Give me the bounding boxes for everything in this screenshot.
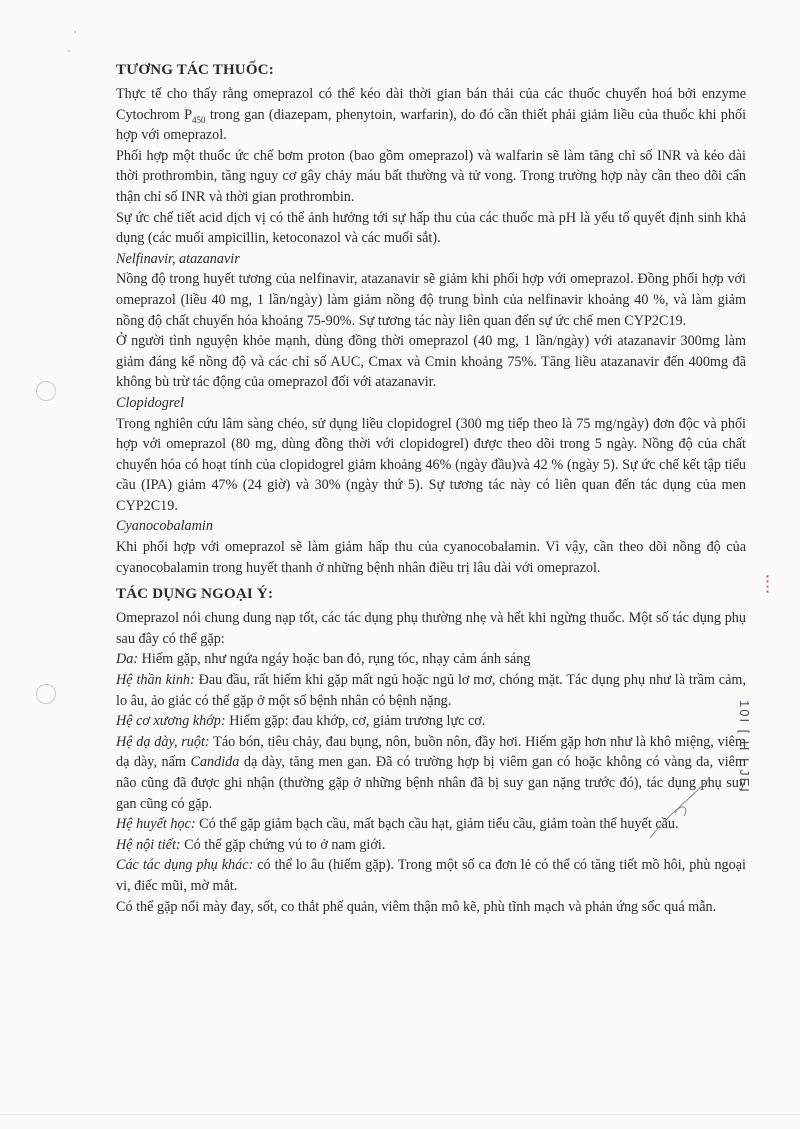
paragraph-musculoskeletal: Hệ cơ xương khớp: Hiếm gặp: đau khớp, cơ, giảm trương lực cơ. <box>116 713 486 730</box>
subheading-nelfinavir: Nelfinavir, atazanavir <box>116 250 240 267</box>
section-heading-adverse-effects: TÁC DỤNG NGOẠI Ý: <box>116 586 274 603</box>
paragraph-hematology: Hệ huyết học: Có thể gặp giảm bạch cầu, mất bạch cầu hạt, giảm tiểu cầu, giảm toàn thể huyết cầu. <box>116 816 679 833</box>
paragraph: Khi phối hợp với omeprazol sẽ làm giảm hấp thu của cyanocobalamin. Vì vậy, cần theo dõi nồng độ của cyanocobalamin trong huyết thanh ở những bệnh nhân điều trị lâu dài với omeprazol. <box>116 539 746 576</box>
paragraph: Ở người tình nguyện khỏe mạnh, dùng đồng thời omeprazol (40 mg, 1 lần/ngày) với atazanavir 300mg làm giảm đáng kể nồng độ và các chỉ số AUC, Cmax và Cmin khoảng 75%. Tăng liều atazanavir đến 400mg đã không bù trừ tác động của omeprazol đối với atazanavir. <box>116 333 746 391</box>
paragraph: Trong nghiên cứu lâm sàng chéo, sử dụng liều clopidogrel (300 mg tiếp theo là 75 mg/ngày) đơn độc và phối hợp với omeprazol (80 mg, dùng đồng thời với clopidogrel) được theo dõi trong 5 ngày. Nồng độ của chất chuyển hóa có hoạt tính của clopidogrel giảm khoảng 46% (ngày đầu)và 42 % (ngày 5). Sự ức chế kết tập tiểu cầu (IPA) giảm 47% (24 giờ) và 30% (ngày thứ 5). Sự tương tác này có liên quan đến tác dụng của men CYP2C19. <box>116 415 746 514</box>
margin-red-mark: ▪ ▪ ▪ ▪ <box>763 575 772 594</box>
binder-hole-top <box>36 381 56 401</box>
section-heading-interactions: TƯƠNG TÁC THUỐC: <box>116 62 274 78</box>
paragraph-digestive: Hệ dạ dày, ruột: Táo bón, tiêu chảy, đau bụng, nôn, buồn nôn, đầy hơi. Hiếm gặp hơn như là khô miệng, viêm dạ dày, nấm Candida dạ dày, tăng men gan. Đã có trường hợp bị viêm gan có hoặc không có vàng da, viêm não cũng đã được ghi nhận (thường gặp ở những bệnh nhân đã bị suy gan nặng trước đó), tác dụng phụ suy gan cũng có gặp. <box>116 733 747 812</box>
paragraph: Phối hợp một thuốc ức chế bơm proton (bao gồm omeprazol) và walfarin sẽ làm tăng chỉ số INR và kéo dài thời prothrombin, tăng nguy cơ gây chảy máu bất thường và tử vong. Trong trường hợp này cần theo dõi cẩn thận chỉ số INR và thời gian prothrombin. <box>116 147 746 205</box>
paragraph-endocrine: Hệ nội tiết: Có thể gặp chứng vú to ở nam giới. <box>116 836 386 853</box>
signature-scribble <box>640 768 720 848</box>
speck <box>68 50 70 52</box>
subheading-cyanocobalamin: Cyanocobalamin <box>116 518 213 535</box>
speck <box>74 31 76 33</box>
paragraph: Omeprazol nói chung dung nạp tốt, các tác dụng phụ thường nhẹ và hết khi ngừng thuốc. Một số tác dụng phụ sau đây có thể gặp: <box>116 610 746 647</box>
page-bottom-edge <box>0 1114 800 1115</box>
paragraph: Nồng độ trong huyết tương của nelfinavir, atazanavir sẽ giảm khi phối hợp với omeprazol. Đồng phối hợp với omeprazol (liều 40 mg, 1 lần/ngày) làm giảm nồng độ trung bình của nelfinavir khoảng 40 %, và làm giảm nồng độ chất chuyển hóa khoảng 75-90%. Sự tương tác này liên quan đến sự ức chế men CYP2C19. <box>116 271 746 329</box>
paragraph-last: Có thể gặp nổi mày đay, sốt, co thắt phế quản, viêm thận mô kẽ, phù tĩnh mạch và phản ứng sốc quá mẫn. <box>116 898 717 915</box>
paragraph: Sự ức chế tiết acid dịch vị có thể ảnh hưởng tới sự hấp thu của các thuốc mà pH là yếu tố quyết định sinh khả dụng (các muối ampicillin, ketoconazol và các muối sắt). <box>116 209 746 247</box>
paragraph: Thực tế cho thấy rằng omeprazol có thể kéo dài thời gian bán thải của các thuốc chuyển hoá bởi enzyme Cytochrom $P_{450}$ trong gan (diazepam, phenytoin, warfarin), do đó cần thiết phải giảm liều của thuốc khi phối hợp với omeprazol. <box>116 86 747 144</box>
subheading-clopidogrel: Clopidogrel <box>116 394 185 411</box>
paragraph-other: Các tác dụng phụ khác: có thể lo âu (hiếm gặp). Trong một số ca đơn lẻ có thể có tăng tiết mồ hôi, phù ngoại vi, điếc mũi, mờ mắt. <box>116 857 746 894</box>
binder-hole-bottom <box>36 684 56 704</box>
margin-stamp-text: 10I [ H I JEI <box>737 700 752 794</box>
paragraph-nervous: Hệ thần kinh: Đau đầu, rất hiếm khi gặp mất ngủ hoặc ngủ lơ mơ, chóng mặt. Tác dụng phụ như là trầm cảm, lo âu, ảo giác có thể gặp ở một số bệnh nhân có bệnh nặng. <box>116 672 746 709</box>
paragraph-skin: Da: Hiếm gặp, như ngứa ngáy hoặc ban đỏ, rụng tóc, nhạy cảm ánh sáng <box>116 651 531 668</box>
